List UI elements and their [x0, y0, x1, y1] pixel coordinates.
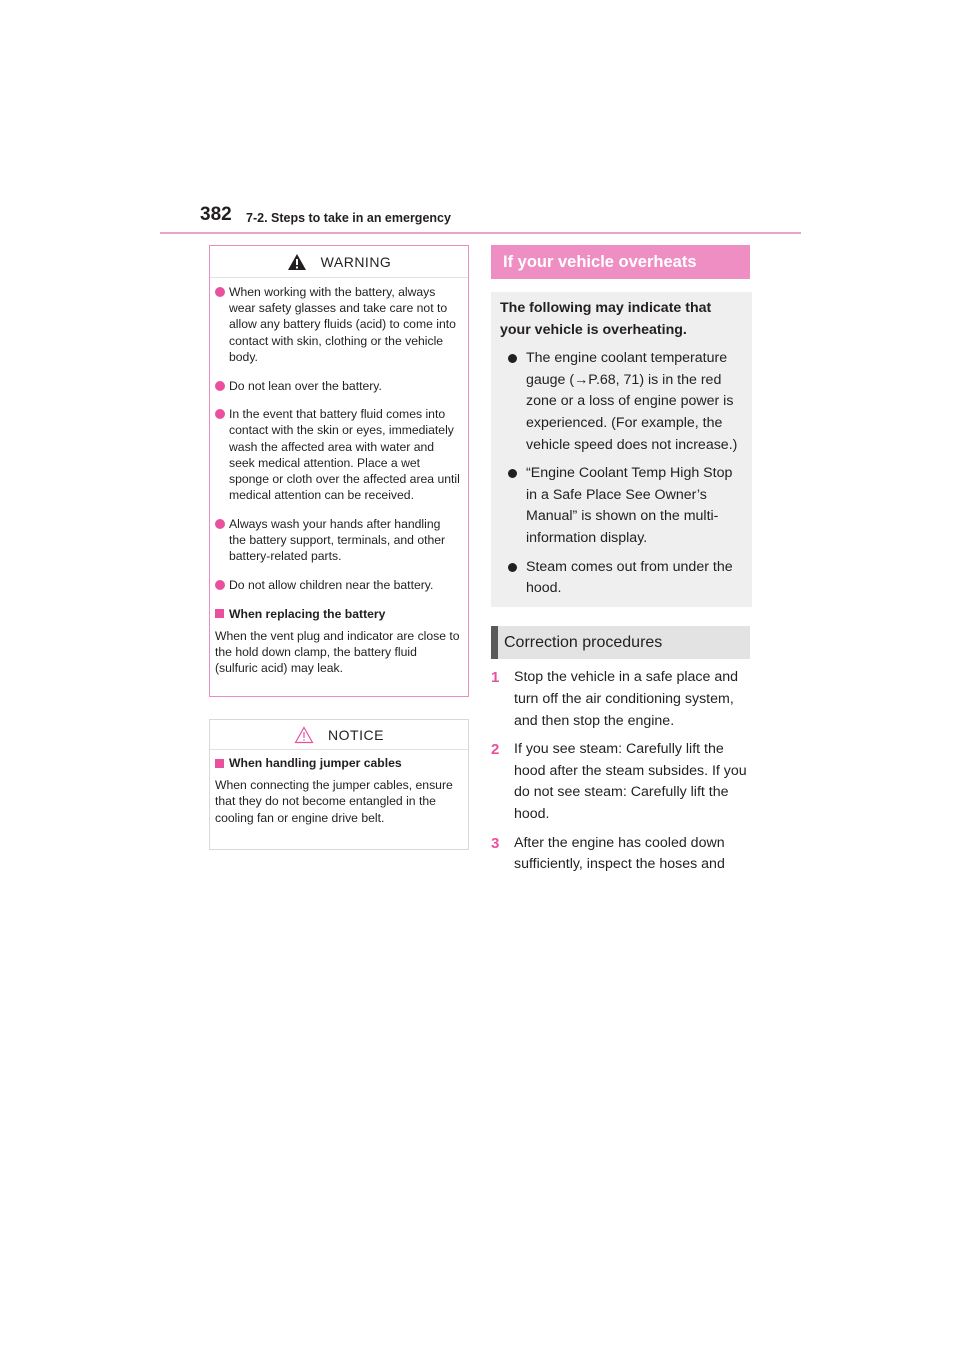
- bullet-dot-icon: [508, 354, 517, 363]
- notice-header: [210, 720, 468, 750]
- notice-title: NOTICE: [328, 726, 384, 743]
- warning-bullet: Do not lean over the battery.: [215, 378, 460, 394]
- warning-subheading: When replacing the battery: [215, 606, 460, 622]
- step-number: 3: [491, 834, 500, 852]
- overheat-bullet: “Engine Coolant Temp High Stop in a Safe Place See Owner’s Manual” is shown on the multi-information display.: [500, 463, 742, 549]
- step-number: 2: [491, 740, 500, 758]
- square-bullet-icon: [215, 759, 224, 768]
- correction-step: 3 After the engine has cooled down sufficiently, inspect the hoses and: [491, 833, 753, 877]
- notice-subheading: When handling jumper cables: [215, 755, 460, 771]
- warning-bullet: Do not allow children near the battery.: [215, 577, 460, 593]
- warning-subtext: When the vent plug and indicator are close to the hold down clamp, the battery fluid (sulfuric acid) may leak.: [215, 628, 460, 676]
- page-number: 382: [200, 204, 232, 225]
- notice-triangle-icon: [294, 726, 314, 744]
- overheat-bullet: The engine coolant temperature gauge (→P.68, 71) is in the red zone or a loss of engine power is experienced. (For example, the vehicle speed does not increase.): [500, 348, 742, 456]
- warning-box: [209, 245, 469, 697]
- bullet-dot-icon: [215, 519, 225, 529]
- warning-triangle-icon: [287, 253, 307, 271]
- overheat-bullet: Steam comes out from under the hood.: [500, 557, 742, 600]
- square-bullet-icon: [215, 609, 224, 618]
- section-title: 7-2. Steps to take in an emergency: [246, 211, 451, 225]
- overheat-indicators-panel: [491, 292, 752, 607]
- step-number: 1: [491, 669, 500, 686]
- bullet-dot-icon: [508, 469, 517, 478]
- warning-bullet: Always wash your hands after handling the battery support, terminals, and other battery-related parts.: [215, 516, 460, 565]
- bullet-dot-icon: [215, 287, 225, 297]
- warning-bullet: When working with the battery, always wear safety glasses and take care not to allow any battery fluids (acid) to come into contact with skin, clothing or the vehicle body.: [215, 284, 460, 365]
- warning-title: WARNING: [320, 253, 392, 270]
- warning-header: [210, 246, 468, 278]
- notice-text: When connecting the jumper cables, ensure that they do not become entangled in the cooling fan or engine drive belt.: [215, 778, 453, 825]
- bullet-dot-icon: [215, 580, 225, 590]
- warning-bullet: In the event that battery fluid comes into contact with the skin or eyes, immediately wash the affected area with water and seek medical attention. Place a wet sponge or cloth over the affected area until medical attention can be received.: [215, 406, 460, 503]
- correction-step: 2 If you see steam: Carefully lift the hood after the steam subsides. If you do not see steam: Carefully lift the hood.: [491, 739, 753, 826]
- correction-banner: Correction procedures: [491, 626, 750, 659]
- overheat-intro: The following may indicate that your vehicle is overheating.: [500, 300, 712, 338]
- correction-step: 1 Stop the vehicle in a safe place and turn off the air conditioning system, and then stop the engine.: [491, 667, 753, 732]
- bullet-dot-icon: [215, 409, 225, 419]
- bullet-dot-icon: [215, 381, 225, 391]
- header-rule: [160, 232, 801, 234]
- correction-steps: [491, 667, 753, 883]
- notice-box: [209, 719, 469, 850]
- overheat-banner: If your vehicle overheats: [491, 245, 750, 279]
- bullet-dot-icon: [508, 563, 517, 572]
